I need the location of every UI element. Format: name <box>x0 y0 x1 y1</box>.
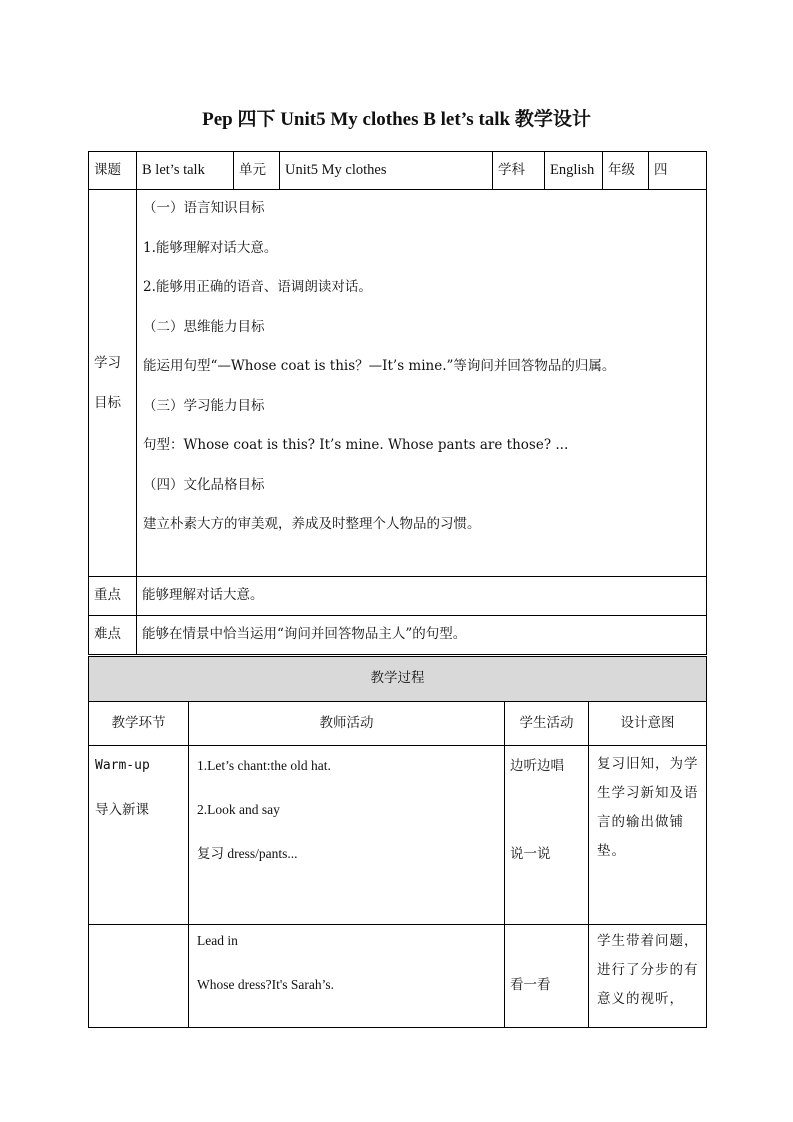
objective-line: 能运用句型“—Whose coat is this？—It’s mine.”等询问并回答物品的归属。 <box>143 358 616 374</box>
topic-value: B let’s talk <box>137 152 234 190</box>
student-line: 看一看 <box>510 977 551 993</box>
subject-value: English <box>545 152 603 190</box>
objectives-label-line1: 学习 <box>94 355 121 371</box>
intent-cell <box>589 925 707 1028</box>
teacher-activity-cell <box>189 746 505 925</box>
objectives-content <box>137 190 707 577</box>
teacher-line: 复习 dress/pants... <box>197 846 298 861</box>
stage-cell <box>89 925 189 1028</box>
table-row <box>89 925 707 1028</box>
stage-line: Warm-up <box>95 758 150 773</box>
teacher-line: 1.Let’s chant:the old hat. <box>197 758 331 773</box>
process-header: 教学过程 <box>89 657 707 702</box>
topic-label: 课题 <box>89 152 137 190</box>
objectives-row <box>89 190 707 577</box>
objectives-label-line2: 目标 <box>94 395 121 411</box>
unit-label: 单元 <box>234 152 280 190</box>
key-point-value: 能够理解对话大意。 <box>137 577 707 616</box>
objective-line: 1.能够理解对话大意。 <box>143 239 278 256</box>
objective-line: （四）文化品格目标 <box>143 476 265 493</box>
table-row <box>89 746 707 925</box>
column-header: 设计意图 <box>589 702 707 746</box>
column-header: 学生活动 <box>505 702 589 746</box>
objective-line: 建立朴素大方的审美观，养成及时整理个人物品的习惯。 <box>143 516 481 532</box>
objective-line: （二）思维能力目标 <box>143 318 265 335</box>
lesson-info-table <box>88 151 707 655</box>
difficulty-value: 能够在情景中恰当运用“询问并回答物品主人”的句型。 <box>137 616 707 655</box>
grade-value: 四 <box>649 152 707 190</box>
intent-text: 复习旧知，为学生学习新知及语言的输出做铺垫。 <box>597 756 699 859</box>
objective-line: （三）学习能力目标 <box>143 397 265 414</box>
objective-line: 2.能够用正确的语音、语调朗读对话。 <box>143 279 372 295</box>
process-columns-row <box>89 702 707 746</box>
stage-line: 导入新课 <box>95 802 149 818</box>
student-activity-cell <box>505 746 589 925</box>
subject-label: 学科 <box>493 152 545 190</box>
objectives-label <box>89 190 137 577</box>
student-line: 边听边唱 <box>510 758 564 774</box>
column-header: 教学环节 <box>89 702 189 746</box>
teacher-line: Lead in <box>197 933 238 948</box>
intent-text: 学生带着问题，进行了分步的有意义的视听， <box>597 933 699 1007</box>
teacher-line: Whose dress?It's Sarah’s. <box>197 977 335 992</box>
intent-cell <box>589 746 707 925</box>
teaching-process-table <box>88 656 707 1028</box>
info-row <box>89 152 707 190</box>
teacher-activity-cell <box>189 925 505 1028</box>
process-header-row <box>89 657 707 702</box>
unit-value: Unit5 My clothes <box>280 152 493 190</box>
key-point-label: 重点 <box>89 577 137 616</box>
column-header: 教师活动 <box>189 702 505 746</box>
teacher-line: 2.Look and say <box>197 802 280 817</box>
student-activity-cell <box>505 925 589 1028</box>
key-point-row <box>89 577 707 616</box>
difficulty-label: 难点 <box>89 616 137 655</box>
student-line: 说一说 <box>510 846 551 862</box>
grade-label: 年级 <box>603 152 649 190</box>
difficulty-row <box>89 616 707 655</box>
objective-line: 句型：Whose coat is this? It’s mine. Whose pants are those? ... <box>143 437 569 453</box>
page-title: Pep 四下 Unit5 My clothes B let’s talk 教学设计 <box>202 109 591 130</box>
objective-line: （一）语言知识目标 <box>143 200 265 216</box>
stage-cell <box>89 746 189 925</box>
